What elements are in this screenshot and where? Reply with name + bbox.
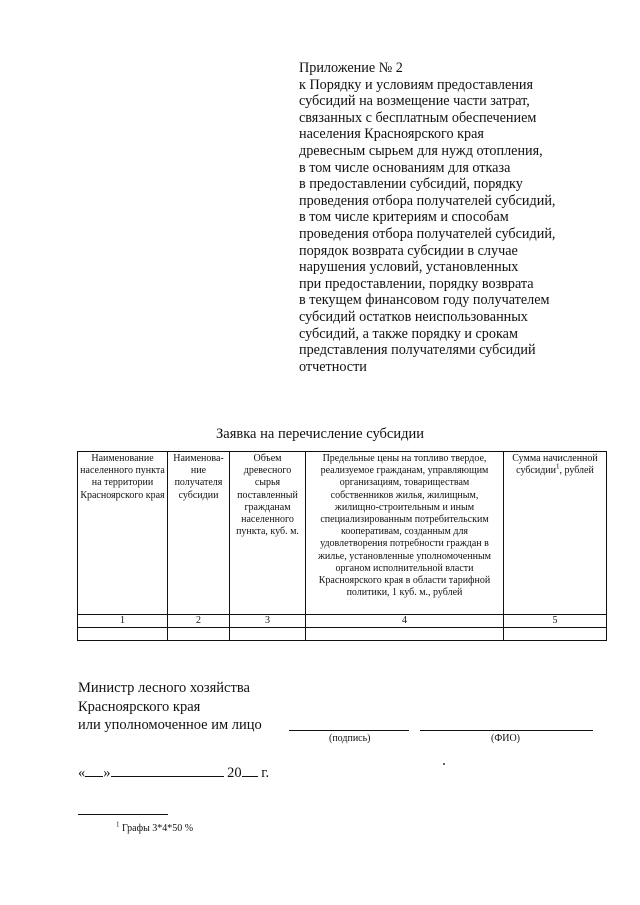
table-cell — [306, 628, 504, 641]
appendix-line: связанных с бесплатным обеспечением — [299, 109, 537, 126]
appendix-line: отчетности — [299, 358, 367, 375]
table-row — [78, 628, 607, 641]
table-cell — [78, 628, 168, 641]
appendix-line: порядок возврата субсидии в случае — [299, 242, 518, 259]
appendix-line: проведения отбора получателей субсидий, — [299, 225, 556, 242]
appendix-line: древесным сырьем для нужд отопления, — [299, 142, 543, 159]
footnote-mark: 1 — [116, 820, 120, 829]
signature-caption: (подпись) — [329, 733, 371, 744]
header-volume: Объем древесного сырья поставленный гражданам населенного пункта, куб. м. — [230, 452, 306, 615]
footnote — [116, 820, 194, 834]
header-price: Предельные цены на топливо твердое, реализуемое гражданам, управляющим организациям, товариществам собственников жилья, жилищным, жилищно-строительным и иным специализированным потребительским кооперативам, созданным для удовлетворения потребности граждан в жилье, установленные уполномоченным органом исполнительной власти Красноярского края в области тарифной политики, 1 куб. м., рублей — [306, 452, 504, 615]
table-cell — [230, 628, 306, 641]
date-open-quote: « — [78, 765, 86, 781]
table-row — [78, 615, 607, 628]
header-recipient: Наименова-ние получателя субсидии — [168, 452, 230, 615]
appendix-title: Приложение № 2 — [299, 60, 403, 76]
signatory-line: Министр лесного хозяйства — [78, 680, 250, 696]
footnote-text: Графы 3*4*50 % — [122, 823, 194, 834]
appendix-header — [299, 60, 599, 375]
request-title: Заявка на перечисление субсидии — [216, 426, 424, 442]
signatory-block — [78, 679, 262, 735]
date-close-quote: » — [103, 765, 111, 781]
appendix-line: нарушения условий, установленных — [299, 259, 519, 276]
footnote-ref: 1 — [555, 462, 560, 471]
header-amount-unit: , рублей — [559, 465, 594, 477]
appendix-line: населения Красноярского края — [299, 126, 484, 143]
signatory-line: или уполномоченное им лицо — [78, 717, 262, 733]
column-number: 1 — [78, 615, 168, 628]
month-blank — [111, 762, 224, 777]
appendix-line: к Порядку и условиям предоставления — [299, 76, 534, 93]
appendix-line: субсидий остатков неиспользованных — [299, 308, 528, 325]
footnote-separator — [78, 814, 168, 815]
scan-speck — [443, 763, 445, 765]
column-number: 4 — [306, 615, 504, 628]
header-amount-label: Сумма начисленной субсидии — [512, 453, 598, 477]
signatory-line: Красноярского края — [78, 698, 201, 715]
year-suffix: г. — [261, 765, 270, 781]
table-cell — [168, 628, 230, 641]
table-cell — [504, 628, 607, 641]
date-line — [78, 762, 269, 782]
request-table — [77, 451, 607, 641]
year-blank — [242, 762, 258, 777]
table-header-row — [78, 452, 607, 615]
name-line — [420, 730, 593, 731]
name-caption: (ФИО) — [491, 733, 521, 744]
year-prefix: 20 — [227, 765, 242, 781]
appendix-line: при предоставлении, порядку возврата — [299, 275, 534, 292]
column-number: 5 — [504, 615, 607, 628]
appendix-line: представления получателями субсидий — [299, 342, 536, 359]
header-settlement: Наименование населенного пункта на территории Красноярского края — [78, 452, 168, 615]
appendix-line: проведения отбора получателей субсидий, — [299, 192, 556, 209]
header-amount — [504, 452, 607, 615]
column-number: 3 — [230, 615, 306, 628]
appendix-line: в том числе критериям и способам — [299, 209, 509, 226]
appendix-line: в предоставлении субсидий, порядку — [299, 176, 523, 193]
appendix-line: субсидий на возмещение части затрат, — [299, 93, 530, 110]
column-number: 2 — [168, 615, 230, 628]
appendix-line: в текущем финансовом году получателем — [299, 292, 550, 309]
signature-line — [289, 730, 409, 731]
day-blank — [85, 762, 103, 777]
appendix-line: субсидий, а также порядку и срокам — [299, 325, 518, 342]
appendix-line: в том числе основаниям для отказа — [299, 159, 511, 176]
